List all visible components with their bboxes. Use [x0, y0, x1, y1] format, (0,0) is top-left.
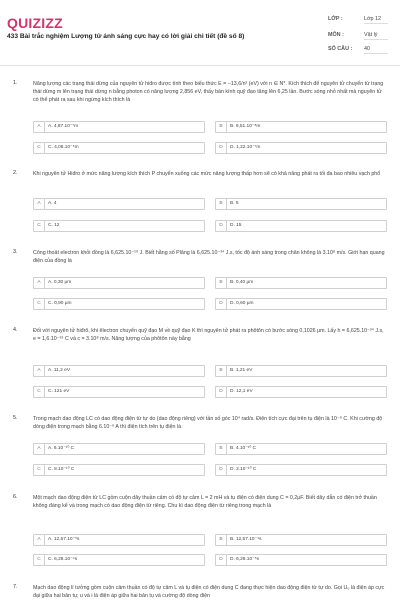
option-letter: C — [34, 387, 45, 397]
option-b[interactable] — [215, 365, 387, 377]
question-text: Năng lượng các trạng thái dừng của nguyên tử hiđro được tính theo biểu thức E = −13,6/n² (eV) với n ∈ N*. Kích thích để nguyên tử chuyển từ trạng thái dừng m lên trạng thái dừng n bằng photon có năng lượng 2,856 eV, thấy bán kính quỹ đạo tăng lên 6,25 lần. Bước sóng nhỏ nhất mà nguyên tử có thể phát ra sau khi ngừng kích thích là — [33, 81, 384, 104]
option-a[interactable] — [33, 365, 205, 377]
option-letter: C — [34, 299, 45, 309]
option-d[interactable] — [215, 386, 387, 398]
option-text: C. 0,90 μm — [48, 301, 72, 306]
option-d[interactable] — [215, 220, 387, 232]
meta-class — [328, 16, 388, 24]
meta-count-key: SỐ CÂU : — [328, 46, 353, 52]
option-letter: C — [34, 465, 45, 475]
question-number: 2. — [13, 170, 18, 176]
option-text: A. 6.10⁻¹⁰ C — [48, 446, 75, 451]
meta-count — [328, 46, 388, 54]
option-letter: A — [34, 366, 45, 376]
option-text: D. 6,28.10⁻⁵s — [230, 557, 260, 562]
meta-subject — [328, 32, 388, 40]
question-text: Trong mạch dao động LC có dao động điện từ tự do (dao động riêng) với tần số góc 10⁴ rad/s. Điện tích cực đại trên tụ điện là 10⁻⁹ C. Khi cường độ dòng điện trong mạch bằng 6.10⁻⁶ A thì điện tích trên tụ điện là — [33, 416, 383, 431]
option-letter: D — [216, 555, 227, 565]
option-letter: B — [216, 122, 227, 132]
option-d[interactable] — [215, 464, 387, 476]
option-c[interactable] — [33, 554, 205, 566]
option-text: C. 121 eV — [48, 389, 70, 394]
option-b[interactable] — [215, 534, 387, 546]
question-text: Khi nguyên tử Hiđro ở mức năng lượng kích thích P chuyển xuống các mức năng lượng thấp hơn sẽ có khả năng phát ra tối đa bao nhiêu vạch phổ — [33, 171, 381, 177]
option-letter: B — [216, 199, 227, 209]
option-c[interactable] — [33, 386, 205, 398]
page-header — [0, 0, 400, 62]
question-number: 6. — [13, 494, 18, 500]
option-letter: A — [34, 444, 45, 454]
option-text: C. 8.10⁻¹⁰ C — [48, 467, 75, 472]
option-letter: D — [216, 221, 227, 231]
option-d[interactable] — [215, 554, 387, 566]
option-text: B. 4.10⁻¹⁰ C — [230, 446, 257, 451]
option-d[interactable] — [215, 142, 387, 154]
question-number: 5. — [13, 415, 18, 421]
option-c[interactable] — [33, 298, 205, 310]
option-text: D. 12,1 eV — [230, 389, 253, 394]
option-a[interactable] — [33, 277, 205, 289]
option-text: D. 15 — [230, 223, 242, 228]
meta-count-value: 40 — [364, 46, 388, 54]
option-c[interactable] — [33, 464, 205, 476]
option-text: B. 5 — [230, 201, 239, 206]
option-letter: C — [34, 555, 45, 565]
quizizz-logo: QUIZIZZ — [7, 15, 63, 31]
option-letter: C — [34, 221, 45, 231]
option-c[interactable] — [33, 142, 205, 154]
option-a[interactable] — [33, 443, 205, 455]
header-divider — [0, 65, 400, 66]
option-letter: B — [216, 535, 227, 545]
option-letter: D — [216, 465, 227, 475]
option-text: D. 0,60 μm — [230, 301, 254, 306]
option-text: B. 1,21 eV — [230, 368, 253, 373]
option-text: C. 6,28.10⁻⁴s — [48, 557, 78, 562]
option-a[interactable] — [33, 534, 205, 546]
meta-subject-value: Vật lý — [364, 32, 388, 40]
question-number: 3. — [13, 249, 18, 255]
question-text: Một mạch dao động điện từ LC gồm cuộn dây thuần cảm có độ tự cảm L = 2 mH và tụ điện có điện dung C = 0,2μF. Biết dây dẫn có điện trở thuần không đáng kể và trong mạch có dao động điện từ riêng. Chu kì dao động điện từ riêng trong mạch là — [33, 495, 377, 510]
option-letter: A — [34, 122, 45, 132]
option-text: C. 4,06.10⁻⁶m — [48, 145, 79, 150]
option-text: A. 4,87.10⁻⁷m — [48, 124, 79, 129]
question-number: 4. — [13, 327, 18, 333]
option-letter: A — [34, 535, 45, 545]
option-letter: B — [216, 444, 227, 454]
option-text: B. 12,57.10⁻⁴s — [230, 537, 262, 542]
option-b[interactable] — [215, 277, 387, 289]
meta-class-key: LỚP : — [328, 16, 343, 22]
option-letter: A — [34, 199, 45, 209]
meta-class-value: Lớp 12 — [364, 16, 388, 24]
option-a[interactable] — [33, 121, 205, 133]
option-text: A. 11,2 eV — [48, 368, 71, 373]
option-text: A. 4 — [48, 201, 57, 206]
option-letter: B — [216, 278, 227, 288]
option-letter: C — [34, 143, 45, 153]
option-c[interactable] — [33, 220, 205, 232]
option-text: B. 9,51.10⁻⁸m — [230, 124, 261, 129]
option-text: C. 12 — [48, 223, 60, 228]
option-text: D. 2.10⁻¹⁰ C — [230, 467, 257, 472]
option-text: D. 1,22.10⁻⁷m — [230, 145, 261, 150]
option-letter: D — [216, 143, 227, 153]
option-text: A. 0,30 μm — [48, 280, 72, 285]
option-text: B. 0,40 μm — [230, 280, 254, 285]
question-text: Công thoát electron khỏi đồng là 6,625.10⁻¹⁹ J. Biết hằng số Plăng là 6,625.10⁻³⁴ J.s, tốc độ ánh sáng trong chân không là 3.10⁸ m/s. Giới hạn quang điện của đồng là — [33, 250, 385, 265]
meta-subject-key: MÔN : — [328, 32, 344, 38]
option-d[interactable] — [215, 298, 387, 310]
question-text: Mạch dao động lí tưởng gồm cuộn cảm thuần có độ tự cảm L và tụ điện có điện dung C đang thực hiện dao động điện từ tự do. Gọi U₀ là điện áp cực đại giữa hai bản tụ; u và i là điện áp giữa hai bản tụ và cường độ dòng điện — [33, 585, 385, 600]
option-letter: D — [216, 299, 227, 309]
question-number: 7. — [13, 584, 18, 590]
option-a[interactable] — [33, 198, 205, 210]
option-letter: A — [34, 278, 45, 288]
option-letter: B — [216, 366, 227, 376]
question-number: 1. — [13, 80, 18, 86]
page-title: 433 Bài trắc nghiệm Lượng tử ánh sáng cực hay có lời giải chi tiết (đề số 8) — [7, 33, 245, 40]
question-text: Đối với nguyên tử hiđrô, khi êlectron chuyển quỹ đạo M về quỹ đạo K thì nguyên tử phát ra phôtôn có bước sóng 0,1026 μm. Lấy h = 6,625.10⁻³⁴ J.s, e = 1,6.10⁻¹⁹ C và c = 3.10⁸ m/s. Năng lượng của phôtôn này bằng — [33, 328, 384, 343]
option-text: A. 12,57.10⁻⁵s — [48, 537, 80, 542]
option-b[interactable] — [215, 121, 387, 133]
option-b[interactable] — [215, 443, 387, 455]
option-letter: D — [216, 387, 227, 397]
option-b[interactable] — [215, 198, 387, 210]
